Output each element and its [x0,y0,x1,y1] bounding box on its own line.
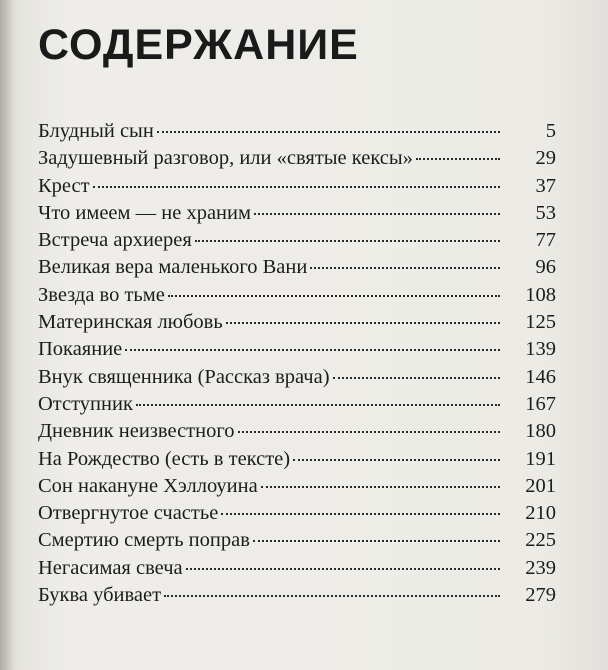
toc-entry-title: Отступник [38,392,133,415]
toc-dot-leader [226,322,500,324]
toc-dot-leader [168,295,500,297]
toc-entry-page-number: 279 [525,584,556,607]
toc-dot-leader [253,540,500,542]
toc-entry-title: Звезда во тьме [38,283,165,306]
toc-entry-title: На Рождество (есть в тексте) [38,447,291,470]
toc-entry-page-number: 139 [525,338,556,361]
toc-entry-page-number: 239 [525,556,556,579]
toc-entry-title: Покаяние [38,338,123,361]
toc-dot-leader [93,186,500,188]
toc-entry-page-number: 96 [535,256,556,279]
toc-entry-page-number: 191 [525,447,556,470]
toc-entry [38,500,556,527]
toc-entry [38,446,556,473]
toc-entry [38,582,556,609]
toc-entry-title: Крест [38,174,90,197]
toc-entry-page-number: 77 [535,229,556,252]
toc-dot-leader [333,377,500,379]
toc-dot-leader [221,513,500,515]
toc-entry [38,309,556,336]
toc-entry-title: Задушевный разговор, или «святые кексы» [38,147,413,170]
toc-dot-leader [416,158,500,160]
toc-entry-title: Смертию смерть поправ [38,529,250,552]
toc-entry-title: Великая вера маленького Вани [38,256,308,279]
toc-entry-page-number: 210 [525,502,556,525]
table-of-contents [38,118,556,609]
toc-entry-page-number: 5 [545,120,556,142]
toc-dot-leader [125,349,500,351]
toc-entry-title: Что имеем — не храним [38,201,251,224]
toc-entry-title: Встреча архиерея [38,229,192,252]
toc-entry-title: Сон накануне Хэллоуина [38,474,258,497]
toc-entry [38,418,556,445]
toc-entry-title: Дневник неизвестного [38,420,235,443]
toc-dot-leader [254,213,500,215]
toc-dot-leader [186,568,500,570]
toc-entry [38,254,556,281]
toc-entry [38,282,556,309]
toc-dot-leader [310,267,500,269]
toc-entry [38,336,556,363]
toc-entry-page-number: 146 [525,365,556,388]
toc-entry-page-number: 201 [525,474,556,497]
toc-dot-leader [157,131,500,133]
toc-entry [38,145,556,172]
toc-entry-title: Негасимая свеча [38,556,183,579]
toc-entry-title: Внук священника (Рассказ врача) [38,365,330,388]
toc-entry [38,391,556,418]
toc-entry [38,227,556,254]
toc-entry-page-number: 53 [535,201,556,224]
toc-entry-title: Блудный сын [38,120,154,142]
toc-entry [38,200,556,227]
toc-dot-leader [293,459,500,461]
toc-entry-page-number: 167 [525,392,556,415]
page-title: СОДЕРЖАНИЕ [38,21,359,69]
toc-dot-leader [164,595,500,597]
toc-dot-leader [261,486,500,488]
toc-entry-page-number: 108 [525,283,556,306]
toc-entry-title: Отвергнутое счастье [38,502,219,525]
toc-dot-leader [195,240,500,242]
toc-entry [38,473,556,500]
toc-entry-page-number: 225 [525,529,556,552]
toc-entry-title: Буква убивает [38,584,162,607]
toc-entry [38,173,556,200]
toc-entry [38,118,556,145]
toc-entry-title: Материнская любовь [38,311,223,334]
toc-entry-page-number: 29 [535,147,556,170]
toc-entry [38,555,556,582]
toc-entry-page-number: 37 [535,174,556,197]
toc-entry-page-number: 125 [525,311,556,334]
toc-dot-leader [238,431,501,433]
toc-entry [38,364,556,391]
toc-entry [38,527,556,554]
toc-dot-leader [136,404,500,406]
toc-entry-page-number: 180 [525,420,556,443]
